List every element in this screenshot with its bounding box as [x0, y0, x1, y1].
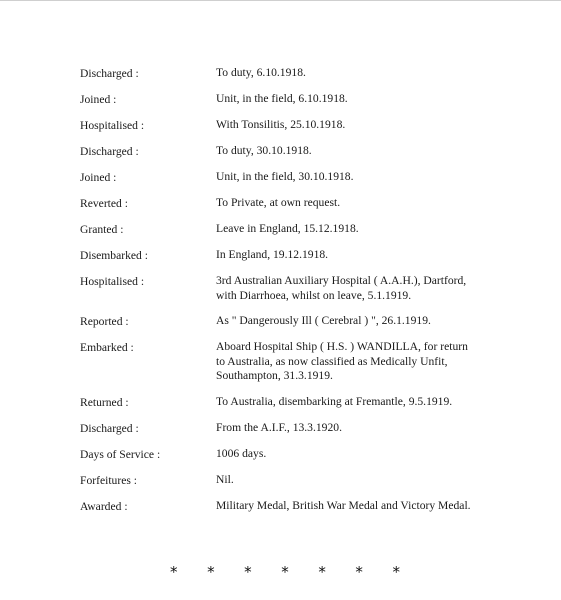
- record-value: [216, 196, 540, 211]
- record-value: [216, 118, 540, 133]
- record-label: Discharged :: [80, 421, 139, 435]
- separator-star: *: [392, 563, 400, 581]
- record-value: [216, 92, 540, 107]
- record-row: [80, 196, 540, 211]
- separator-star: *: [318, 563, 326, 581]
- record-value-line: with Diarrhoea, whilst on leave, 5.1.1919.: [216, 288, 412, 302]
- record-value-line: To duty, 6.10.1918.: [216, 66, 306, 79]
- record-value: [216, 340, 540, 384]
- record-value-line: Unit, in the field, 6.10.1918.: [216, 92, 348, 105]
- record-value: [216, 499, 540, 514]
- record-row: [80, 118, 540, 133]
- record-value: [216, 421, 540, 436]
- record-label: Hospitalised :: [80, 275, 145, 288]
- separator-star: *: [281, 563, 289, 581]
- record-value-line: Southampton, 31.3.1919.: [216, 369, 333, 382]
- record-row: [80, 395, 540, 410]
- record-value: [216, 170, 540, 185]
- record-value: [216, 447, 540, 462]
- record-row: [80, 499, 540, 514]
- record-label: Returned :: [80, 395, 129, 409]
- record-value-line: Nil.: [216, 472, 234, 486]
- record-value-line: Military Medal, British War Medal and Victory Medal.: [216, 498, 471, 512]
- record-row: [80, 92, 540, 107]
- record-value-line: 1006 days.: [216, 446, 267, 460]
- record-value-line: As " Dangerously Ill ( Cerebral ) ", 26.1.1919.: [216, 314, 431, 327]
- record-row: [80, 248, 540, 263]
- record-value-line: In England, 19.12.1918.: [216, 248, 329, 261]
- record-value-line: Unit, in the field, 30.10.1918.: [216, 170, 354, 183]
- record-value: [216, 274, 540, 303]
- record-value-line: With Tonsilitis, 25.10.1918.: [216, 118, 346, 131]
- record-label: Disembarked :: [80, 249, 148, 262]
- separator-star: *: [170, 563, 178, 581]
- section-separator: [170, 565, 400, 580]
- record-row: [80, 274, 540, 303]
- record-label: Joined :: [80, 93, 117, 106]
- record-value-line: From the A.I.F., 13.3.1920.: [216, 420, 342, 434]
- record-label: Forfeitures :: [80, 473, 137, 487]
- separator-star: *: [355, 563, 363, 581]
- record-row: [80, 314, 540, 329]
- record-label: Reported :: [80, 315, 129, 328]
- record-row: [80, 447, 540, 462]
- record-label: Reverted :: [80, 197, 128, 210]
- record-value: [216, 66, 540, 81]
- record-row: [80, 473, 540, 488]
- record-row: [80, 222, 540, 237]
- record-row: [80, 66, 540, 81]
- page-top-edge: [0, 0, 561, 1]
- record-label: Granted :: [80, 223, 124, 236]
- record-value: [216, 395, 540, 410]
- record-label: Hospitalised :: [80, 119, 145, 132]
- record-value-line: to Australia, as now classified as Medically Unfit,: [216, 354, 448, 368]
- record-value: [216, 473, 540, 488]
- record-value: [216, 248, 540, 263]
- record-row: [80, 421, 540, 436]
- record-value-line: Aboard Hospital Ship ( H.S. ) WANDILLA, for return: [216, 340, 468, 353]
- record-row: [80, 170, 540, 185]
- record-label: Joined :: [80, 171, 117, 184]
- service-record-list: [80, 66, 540, 525]
- record-value: [216, 144, 540, 159]
- separator-star: *: [244, 563, 252, 581]
- record-row: [80, 144, 540, 159]
- record-value-line: To duty, 30.10.1918.: [216, 144, 312, 157]
- record-value-line: To Private, at own request.: [216, 196, 341, 209]
- record-row: [80, 340, 540, 384]
- record-label: Discharged :: [80, 67, 139, 80]
- record-label: Embarked :: [80, 341, 134, 354]
- record-value: [216, 314, 540, 329]
- record-value-line: Leave in England, 15.12.1918.: [216, 222, 359, 235]
- separator-star: *: [207, 563, 215, 581]
- record-value-line: 3rd Australian Auxiliary Hospital ( A.A.H.), Dartford,: [216, 274, 467, 287]
- record-label: Awarded :: [80, 499, 128, 513]
- record-label: Discharged :: [80, 145, 139, 158]
- record-label: Days of Service :: [80, 447, 161, 461]
- record-value-line: To Australia, disembarking at Fremantle, 9.5.1919.: [216, 394, 453, 408]
- record-value: [216, 222, 540, 237]
